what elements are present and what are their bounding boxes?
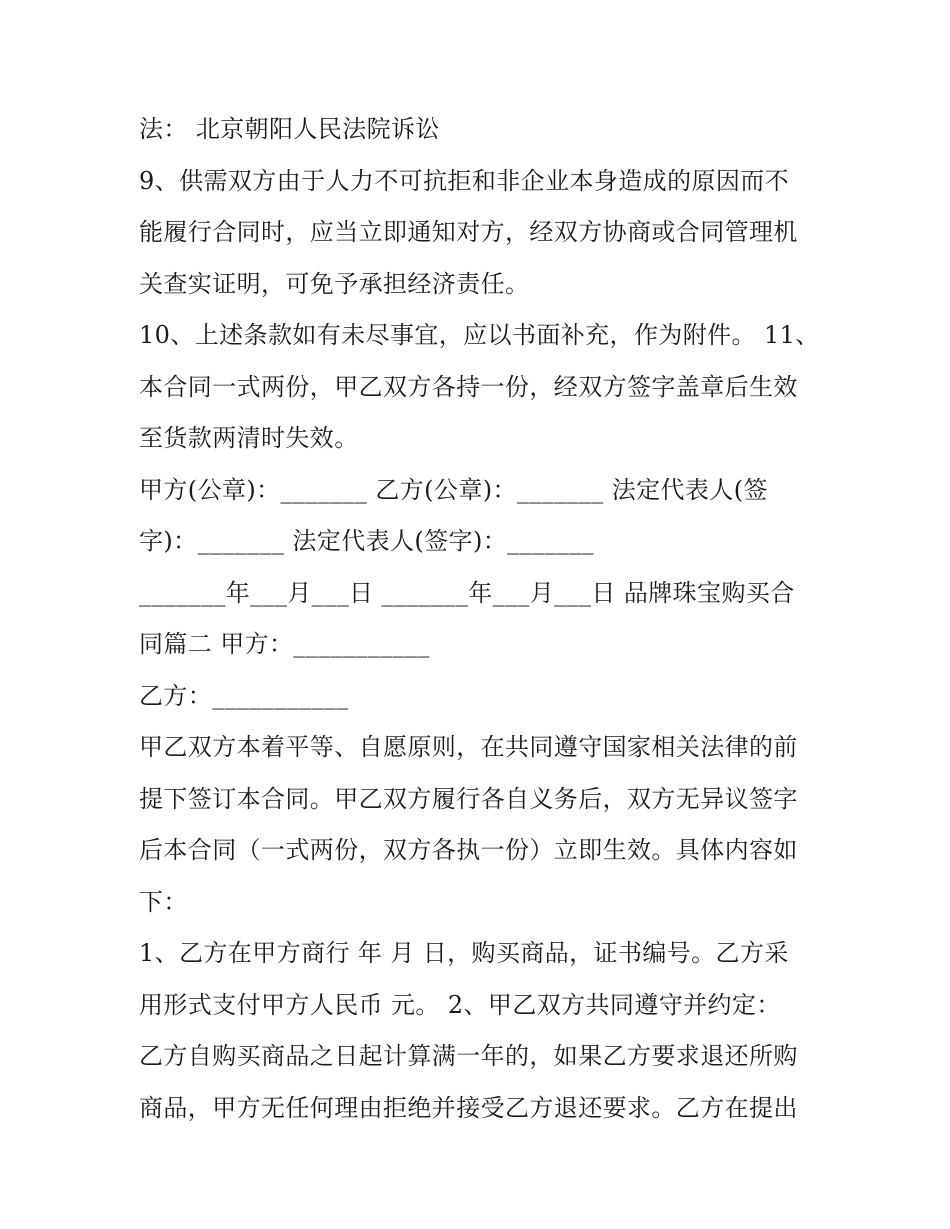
text-line-item-2: 乙方自购买商品之日起计算满一年的，如果乙方要求退还所购 — [139, 1042, 798, 1070]
text-line-clause-9-end: 关查实证明，可免予承担经济责任。 — [139, 269, 530, 298]
text-line-item-1: 1、乙方在甲方商行 年 月 日，购买商品，证书编号。乙方采 — [139, 939, 789, 967]
text-line-preamble-cont-2: 后本合同（一式两份，双方各执一份）立即生效。具体内容如 — [139, 836, 798, 864]
text-line-clause-11: 本合同一式两份，甲乙双方各持一份，经双方签字盖章后生效 — [139, 372, 798, 401]
text-line-seal-fields: 甲方(公章)：_______ 乙方(公章)：_______ 法定代表人(签 — [139, 475, 768, 504]
document-body — [139, 104, 829, 1134]
text-line-preamble-cont: 提下签订本合同。甲乙双方履行各自义务后，双方无异议签字 — [139, 784, 798, 813]
text-line-signature-fields: 字)：_______ 法定代表人(签字)：_______ — [139, 527, 594, 555]
text-line-clause-9-cont: 能履行合同时，应当立即通知对方，经双方协商或合同管理机 — [139, 218, 798, 246]
text-line-item-2-cont: 商品，甲方无任何理由拒绝并接受乙方退还要求。乙方在提出 — [139, 1093, 798, 1122]
text-line-item-1-2: 用形式支付甲方人民币 元。 2、甲乙双方共同遵守并约定： — [139, 990, 781, 1019]
text-line-preamble-end: 下： — [139, 887, 188, 916]
text-line-jurisdiction: 法： 北京朝阳人民法院诉讼 — [139, 115, 440, 143]
text-line-clause-11-end: 至货款两清时失效。 — [139, 424, 359, 452]
text-line-preamble: 甲乙双方本着平等、自愿原则，在共同遵守国家相关法律的前 — [139, 733, 798, 761]
text-line-clause-9: 9、供需双方由于人力不可抗拒和非企业本身造成的原因而不 — [139, 166, 790, 195]
text-line-party-b: 乙方：___________ — [139, 681, 349, 710]
text-line-clause-10: 10、上述条款如有未尽事宜，应以书面补充，作为附件。 11、 — [139, 321, 820, 349]
text-line-party-a: 同篇二 甲方：___________ — [139, 630, 430, 658]
text-line-date-fields: _______年___月___日 _______年___月___日 品牌珠宝购买合 — [139, 578, 795, 607]
